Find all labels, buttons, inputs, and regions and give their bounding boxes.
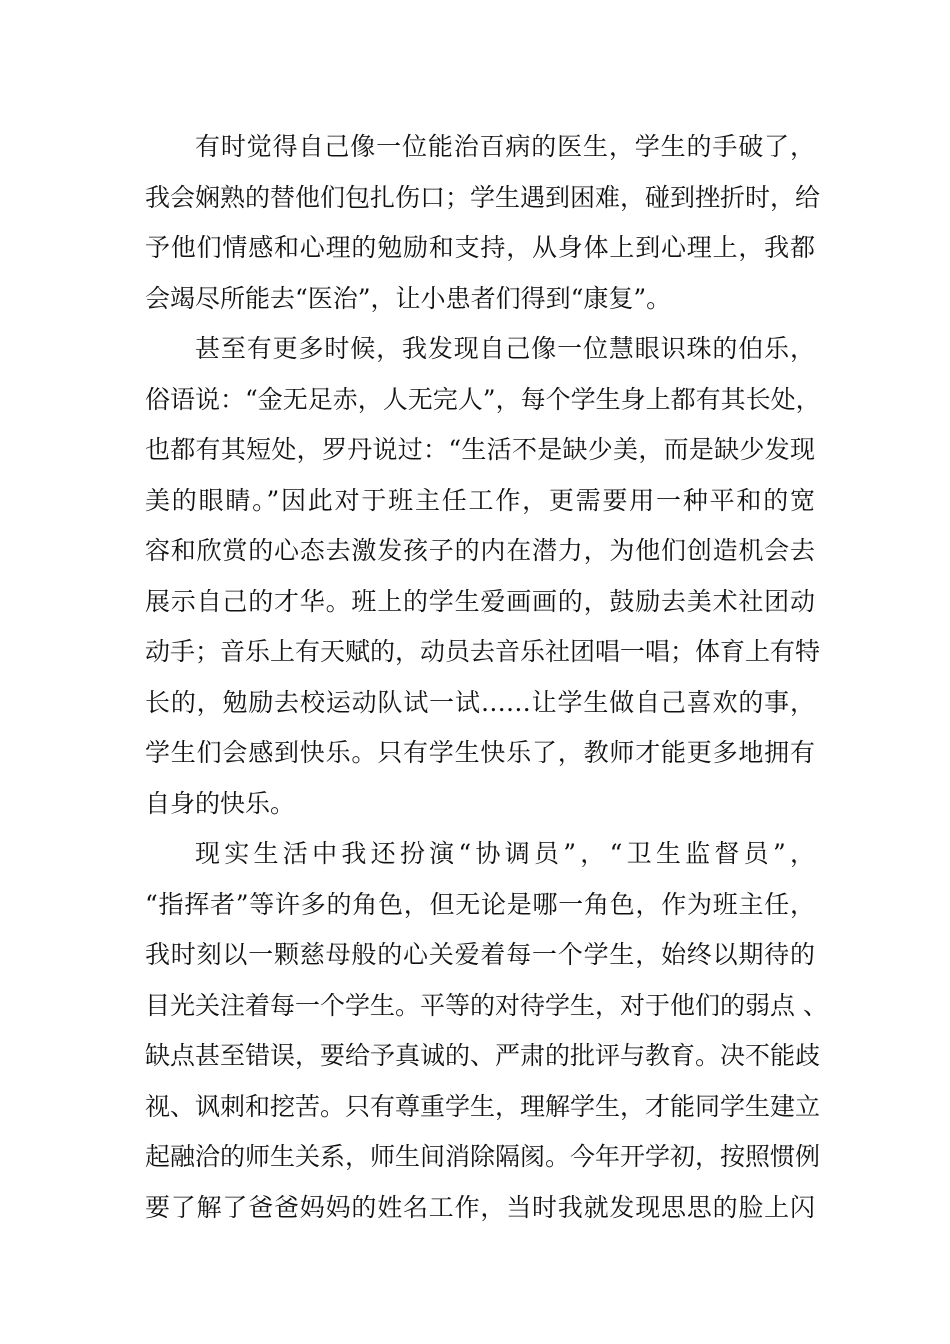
paragraph-2-line-4: 美的眼睛。”因此对于班主任工作，更需要用一种平和的宽 — [145, 485, 815, 515]
paragraph-3-line-2: “指挥者”等许多的角色，但无论是哪一角色，作为班主任， — [145, 889, 815, 919]
paragraph-2-line-9: 学生们会感到快乐。只有学生快乐了，教师才能更多地拥有 — [145, 738, 815, 767]
paragraph-2-line-7: 动手；音乐上有天赋的，动员去音乐社团唱一唱；体育上有特 — [145, 637, 821, 666]
paragraph-2-line-3: 也都有其短处，罗丹说过：“生活不是缺少美，而是缺少发现 — [145, 435, 815, 464]
paragraph-1-line-1: 有时觉得自己像一位能治百病的医生，学生的手破了， — [195, 132, 815, 161]
paragraph-3-line-6: 视、讽刺和挖苦。只有尊重学生，理解学生，才能同学生建立 — [145, 1091, 821, 1121]
paragraph-1-line-3: 予他们情感和心理的勉励和支持，从身体上到心理上，我都 — [145, 233, 815, 262]
paragraph-2-line-8: 长的，勉励去校运动队试一试……让学生做自己喜欢的事， — [145, 687, 815, 717]
paragraph-2-line-1: 甚至有更多时候，我发现自己像一位慧眼识珠的伯乐， — [195, 334, 815, 363]
paragraph-3-line-5: 缺点甚至错误，要给予真诚的、严肃的批评与教育。决不能歧 — [145, 1041, 821, 1070]
paragraph-3-line-8: 要了解了爸爸妈妈的姓名工作，当时我就发现思思的脸上闪 — [145, 1192, 815, 1222]
paragraph-2-line-5: 容和欣赏的心态去激发孩子的内在潜力，为他们创造机会去 — [145, 536, 815, 565]
paragraph-3-line-4: 目光关注着每一个学生。平等的对待学生，对于他们的弱点 、 — [145, 990, 828, 1020]
paragraph-2-line-6: 展示自己的才华。班上的学生爱画画的，鼓励去美术社团动 — [145, 586, 815, 616]
document-body — [145, 122, 828, 1233]
paragraph-3-line-1: 现实生活中我还扮演“协调员”，“卫生监督员”， — [195, 839, 815, 868]
paragraph-2-line-2: 俗语说：“金无足赤，人无完人”，每个学生身上都有其长处， — [145, 384, 821, 414]
paragraph-3-line-3: 我时刻以一颗慈母般的心关爱着每一个学生，始终以期待的 — [145, 940, 815, 969]
paragraph-2-line-10: 自身的快乐。 — [145, 788, 296, 818]
paragraph-1-line-4: 会竭尽所能去“医治”，让小患者们得到“康复”。 — [145, 283, 672, 313]
paragraph-3-line-7: 起融洽的师生关系，师生间消除隔阂。今年开学初，按照惯例 — [145, 1142, 821, 1171]
paragraph-1-line-2: 我会娴熟的替他们包扎伤口；学生遇到困难，碰到挫折时，给 — [145, 182, 821, 212]
